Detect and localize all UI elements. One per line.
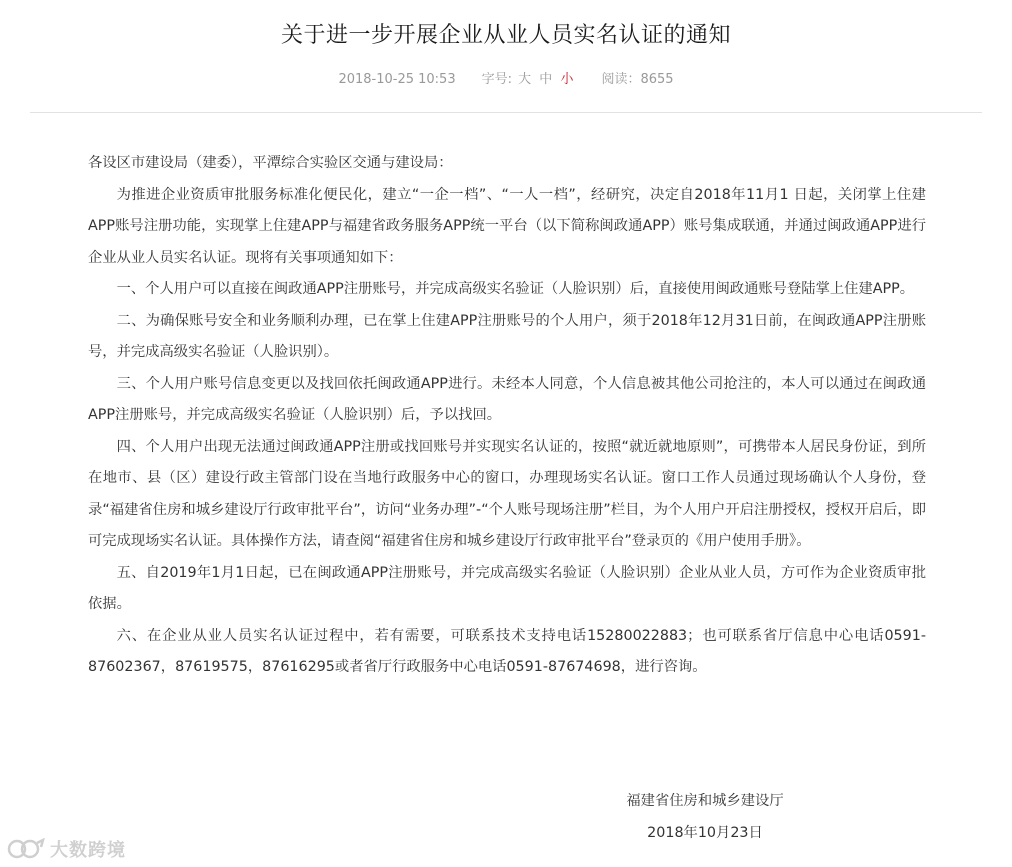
paragraph-item-3: 三、个人用户账号信息变更以及找回依托闽政通APP进行。未经本人同意，个人信息被其他公司抢注的，本人可以通过在闽政通APP注册账号，并完成高级实名验证（人脸识别）后，予以找回。 — [88, 375, 926, 423]
paragraph-item-2: 二、为确保账号安全和业务顺利办理，已在掌上住建APP注册账号的个人用户，须于2018年12月31日前，在闽政通APP注册账号，并完成高级实名验证（人脸识别）。 — [88, 312, 926, 360]
paragraph-item-1: 一、个人用户可以直接在闽政通APP注册账号，并完成高级实名验证（人脸识别）后，直接使用闽政通账号登陆掌上住建APP。 — [116, 281, 915, 297]
article-title: 关于进一步开展企业从业人员实名认证的通知 — [280, 23, 731, 48]
font-size-label: 字号: — [481, 72, 512, 87]
font-size-medium-button[interactable]: 中 — [539, 72, 553, 87]
watermark-text: 大数跨境 — [50, 840, 126, 861]
watermark — [6, 836, 126, 862]
article-meta — [0, 68, 1012, 87]
signature-date: 2018年10月23日 — [647, 825, 763, 841]
watermark-logo-icon — [6, 838, 46, 860]
title-divider — [30, 112, 982, 113]
salutation: 各设区市建设局（建委），平潭综合实验区交通与建设局： — [88, 155, 453, 171]
publish-date: 2018-10-25 10:53 — [338, 72, 456, 87]
article-body — [88, 148, 926, 684]
font-size-small-button[interactable]: 小 — [560, 72, 574, 87]
signature-organization: 福建省住房和城乡建设厅 — [626, 793, 784, 809]
paragraph-item-6: 六、在企业从业人员实名认证过程中，若有需要，可联系技术支持电话15280022883；也可联系省厅信息中心电话0591-87602367，87619575，87616295或者省厅行政服务中心电话0591-87674698，进行咨询。 — [88, 627, 926, 675]
paragraph-item-5: 五、自2019年1月1日起，已在闽政通APP注册账号，并完成高级实名验证（人脸识别）企业从业人员，方可作为企业资质审批依据。 — [88, 564, 926, 612]
paragraph-intro: 为推进企业资质审批服务标准化便民化，建立“一企一档”、“一人一档”，经研究，决定自2018年11月1 日起，关闭掌上住建APP账号注册功能，实现掌上住建APP与福建省政务服务APP统一平台（以下简称闽政通APP）账号集成联通，并通过闽政通APP进行企业从业人员实名认证。现将有关事项通知如下： — [88, 186, 926, 266]
font-size-large-button[interactable]: 大 — [518, 72, 532, 87]
paragraph-item-4: 四、个人用户出现无法通过闽政通APP注册或找回账号并实现实名认证的，按照“就近就地原则”，可携带本人居民身份证，到所在地市、县（区）建设行政主管部门设在当地行政服务中心的窗口，办理现场实名认证。窗口工作人员通过现场确认个人身份，登录“福建省住房和城乡建设厅行政审批平台”，访问“业务办理”-“个人账号现场注册”栏目，为个人用户开启注册授权，授权开启后，即可完成现场实名认证。具体操作方法，请查阅“福建省住房和城乡建设厅行政审批平台”登录页的《用户使用手册》。 — [88, 438, 926, 549]
view-count: 阅读：8655 — [601, 72, 674, 87]
